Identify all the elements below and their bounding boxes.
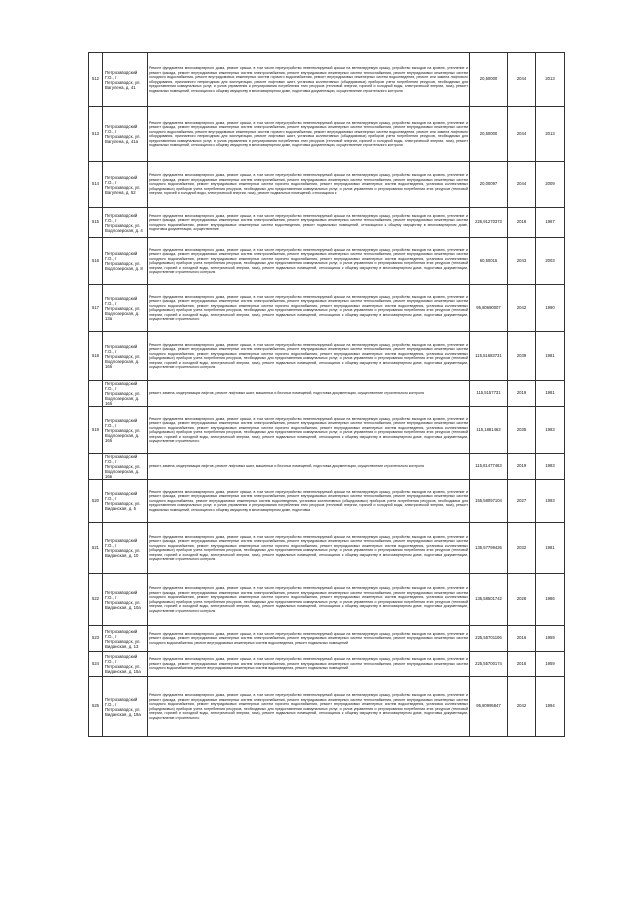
works-list-cell: Ремонт фундамента многоквартирного дома, ремонт крыши, в том числе переустройство невентилируемой крыши на вентилируемую крышу, устройство выходов на кровлю, утепление и ремонт фасада, ремонт внутридомовых инженерных систем электроснабжения, ремонт внутридомовых инженерных систем теплоснабжения, ремонт внутридомовых инженерных систем холодного водоснабжения, ремонт внутридомовых инженерных систем горячего водоснабжения, ремонт внутридомовых инженерных систем водоотведения, установка коллективных (общедомовых) приборов учета потребления ресурсов, необходимых для предоставления коммунальных услуг, и узлов управления и регулирования потребления этих ресурсов (тепловой энергии, горячей и холодной воды, электрической энергии, газа), ремонт подвальных помещений, относящихся к общему имуществу в многоквартирном доме, подготовка документации, осуществление строительного контроля	[148, 238, 470, 285]
table-row	[89, 162, 565, 208]
build-year-cell: 1959	[536, 626, 565, 652]
row-number-cell	[89, 454, 103, 480]
works-list-cell: Ремонт фундамента многоквартирного дома, ремонт крыши, в том числе переустройство невентилируемой крыши на вентилируемую крышу, устройство выходов на кровлю, утепление и ремонт фасада, ремонт внутридомовых инженерных систем электроснабжения, ремонт внутридомовых инженерных систем теплоснабжения, ремонт внутридомовых инженерных систем холодного водоснабжения, ремонт внутридомовых инженерных систем горячего водоснабжения, ремонт внутридомовых инженерных систем водоотведения, установка коллективных (общедомовых) приборов учета потребления ресурсов, необходимых для предоставления коммунальных услуг, и узлов управления и регулирования потребления этих ресурсов (тепловой энергии, горячей и холодной воды, электрической энергии, газа), ремонт подвальных помещений, относящихся к общему имуществу в многоквартирном доме, подготовка документации, осуществление строительного контроля	[148, 574, 470, 626]
address-cell: Петрозаводский Г.О., г Петрозаводск, ул. Водлозерская, д. 8	[103, 238, 148, 285]
cost-value-cell: 20,50000	[470, 53, 508, 107]
works-list-cell: Ремонт фундамента многоквартирного дома, ремонт крыши, в том числе переустройство невентилируемой крыши на вентилируемую крышу, устройство выходов на кровлю, утепление и ремонт фасада, ремонт внутридомовых инженерных систем электроснабжения, ремонт внутридомовых инженерных систем теплоснабжения, ремонт внутридомовых инженерных систем холодного водоснабжения, ремонт внутридомовых инженерных систем горячего водоснабжения, ремонт внутридомовых инженерных систем водоотведения, установка коллективных (общедомовых) приборов учета потребления ресурсов, необходимых для предоставления коммунальных услуг, и узлов управления и регулирования потребления этих ресурсов (тепловой энергии, горячей и холодной воды, электрической энергии, газа), ремонт подвальных помещений, относящихся к общему имуществу в многоквартирном доме, подготовка документации, осуществление строительного контроля	[148, 523, 470, 574]
cost-value-cell: 115,51683731	[470, 332, 508, 381]
planned-year-cell: 2044	[508, 53, 536, 107]
table-row	[89, 208, 565, 238]
row-number-cell: 519	[89, 407, 103, 454]
planned-year-cell: 2035	[508, 407, 536, 454]
works-list-cell: Ремонт фундамента многоквартирного дома, ремонт крыши, в том числе переустройство невентилируемой крыши на вентилируемую крышу, устройство выходов на кровлю, утепление и ремонт фасада, ремонт внутридомовых инженерных систем электроснабжения, ремонт внутридомовых инженерных систем теплоснабжения, ремонт внутридомовых инженерных систем холодного водоснабжения, ремонт внутридомовых инженерных систем горячего водоснабжения, ремонт внутридомовых инженерных систем водоотведения, установка коллективных (общедомовых) приборов учета потребления ресурсов, необходимых для предоставления коммунальных услуг, и узлов управления и регулирования потребления этих ресурсов (тепловой энергии, горячей и холодной воды, электрической энергии, газа), ремонт подвальных помещений, относящихся к	[148, 162, 470, 208]
build-year-cell: 2013	[536, 53, 565, 107]
build-year-cell: 1983	[536, 407, 565, 454]
table-row	[89, 626, 565, 652]
cost-value-cell: 60,50015	[470, 238, 508, 285]
address-cell: Петрозаводский Г.О., г Петрозаводск, ул. Водлозерская, д. 16б	[103, 332, 148, 381]
row-number-cell: 524	[89, 652, 103, 677]
table-body	[89, 53, 565, 737]
build-year-cell: 2003	[536, 238, 565, 285]
row-number-cell: 525	[89, 677, 103, 737]
planned-year-cell: 2018	[508, 208, 536, 238]
document-page	[88, 52, 564, 737]
works-list-cell: Ремонт фундамента многоквартирного дома, ремонт крыши, в том числе переустройство невентилируемой крыши на вентилируемую крышу, устройство выходов на кровлю, утепление и ремонт фасада, ремонт внутридомовых инженерных систем электроснабжения, ремонт внутридомовых инженерных систем теплоснабжения, ремонт внутридомовых инженерных систем холодного водоснабжения, ремонт внутридомовых инженерных систем горячего водоснабжения, ремонт внутридомовых инженерных систем водоотведения, установка коллективных (общедомовых) приборов учета потребления ресурсов, необходимых для предоставления коммунальных услуг, и узлов управления и регулирования потребления этих ресурсов (тепловой энергии, горячей и холодной воды, электрической энергии, газа), ремонт подвальных помещений, относящихся к общему имуществу в многоквартирном доме, подготовка документации, осуществление строительного	[148, 407, 470, 454]
works-list-cell: Ремонт фундамента многоквартирного дома, ремонт крыши, в том числе переустройство невентилируемой крыши на вентилируемую крышу, устройство выходов на кровлю, утепление и ремонт фасада, ремонт внутридомовых инженерных систем электроснабжения, ремонт внутридомовых инженерных систем теплоснабжения, ремонт внутридомовых инженерных систем холодного водоснабжения, ремонт внутридомовых инженерных систем горячего водоснабжения, ремонт внутридомовых инженерных систем водоотведения, установка коллективных (общедомовых) приборов учета потребления ресурсов, необходимых для предоставления коммунальных услуг, и узлов управления и регулирования потребления этих ресурсов (тепловой энергии, горячей и холодной воды, электрической энергии, газа), ремонт подвальных помещений, относящихся к общему имуществу в многоквартирном доме, подготовка документации, осуществление строительного	[148, 285, 470, 332]
address-cell: Петрозаводский Г.О., г Петрозаводск, ул. Вагулена, д. 41а	[103, 107, 148, 162]
cost-value-cell: 135,58501742	[470, 574, 508, 626]
table-row	[89, 107, 565, 162]
cost-value-cell: 95,80690007	[470, 285, 508, 332]
cost-value-cell: 115,81477463	[470, 454, 508, 480]
table-row	[89, 53, 565, 107]
build-year-cell: 2009	[536, 162, 565, 208]
address-cell: Петрозаводский Г.О., г Петрозаводск, ул. Вагулена, д. 52	[103, 162, 148, 208]
planned-year-cell: 2044	[508, 107, 536, 162]
cost-value-cell: 225,55700174	[470, 652, 508, 677]
build-year-cell: 1990	[536, 285, 565, 332]
works-list-cell: ремонт, замена, модернизация лифтов, ремонт лифтовых шахт, машинных и блочных помещений, подготовка документации, осуществление строительного контроля	[148, 454, 470, 480]
address-cell: Петрозаводский Г.О., г Петрозаводск, ул. Виданская, д. 5	[103, 480, 148, 523]
row-number-cell: 515	[89, 208, 103, 238]
planned-year-cell: 2032	[508, 523, 536, 574]
table-row	[89, 652, 565, 677]
table-row	[89, 332, 565, 381]
address-cell: Петрозаводский Г.О., г Петрозаводск, ул. Виданская, д. 15а	[103, 652, 148, 677]
row-number-cell: 516	[89, 238, 103, 285]
build-year-cell: 1981	[536, 381, 565, 407]
build-year-cell: 1983	[536, 454, 565, 480]
works-list-cell: Ремонт фундамента многоквартирного дома, ремонт крыши, в том числе переустройство невентилируемой крыши на вентилируемую крышу, устройство выходов на кровлю, утепление и ремонт фасада, ремонт внутридомовых инженерных систем электроснабжения, ремонт внутридомовых инженерных систем теплоснабжения, ремонт внутридомовых инженерных систем холодного водоснабжения, ремонт внутридомовых инженерных систем водоотведения, установка коллективных (общедомовых) приборов учета потребления ресурсов, необходимых для предоставления коммунальных услуг, и узлов управления и регулирования потребления этих ресурсов (тепловой энергии, горячей и холодной воды, электрической энергии, газа), ремонт подвальных помещений, относящихся к общему имуществу в многоквартирном доме, подготовка	[148, 480, 470, 523]
works-list-cell: Ремонт фундамента многоквартирного дома, ремонт крыши, в том числе переустройство невентилируемой крыши на вентилируемую крышу, устройство выходов на кровлю, утепление и ремонт фасада, ремонт внутридомовых инженерных систем электроснабжения, ремонт внутридомовых инженерных систем теплоснабжения, ремонт внутридомовых инженерных систем холодного водоснабжения, ремонт внутридомовых инженерных систем горячего водоснабжения, ремонт внутридомовых инженерных систем водоотведения, ремонт или замена лифтового оборудования, признанного непригодным для эксплуатации, ремонт лифтовых шахт, установка коллективных (общедомовых) приборов учета потребления ресурсов, необходимых для предоставления коммунальных услуг, и узлов управления и регулирования потребления этих ресурсов (тепловой энергии, горячей и холодной воды, электрической энергии, газа), ремонт подвальных помещений, относящихся к общему имуществу в многоквартирном доме, подготовка документации, осуществление строительного контроля	[148, 107, 470, 162]
address-cell: Петрозаводский Г.О., г Петрозаводск, ул. Водлозерская, д. 4	[103, 208, 148, 238]
build-year-cell: 1981	[536, 523, 565, 574]
table-row	[89, 480, 565, 523]
build-year-cell: 1993	[536, 480, 565, 523]
address-cell: Петрозаводский Г.О., г Петрозаводск, ул. Виданская, д. 19а	[103, 677, 148, 737]
address-cell: Петрозаводский Г.О., г Петрозаводск, ул. Водлозерская, д. 16в	[103, 454, 148, 480]
build-year-cell: 1994	[536, 677, 565, 737]
cost-value-cell: 115,5157731	[470, 381, 508, 407]
table-row	[89, 454, 565, 480]
planned-year-cell: 2016	[508, 626, 536, 652]
works-list-cell: Ремонт фундамента многоквартирного дома, ремонт крыши, в том числе переустройство невентилируемой крыши на вентилируемую крышу, устройство выходов на кровлю, утепление и ремонт фасада, ремонт внутридомовых инженерных систем электроснабжения, ремонт внутридомовых инженерных систем теплоснабжения, ремонт внутридомовых инженерных систем холодного водоснабжения, ремонт внутридомовых инженерных систем водоотведения, ремонт подвальных помещений	[148, 626, 470, 652]
table-row	[89, 285, 565, 332]
table-row	[89, 238, 565, 285]
cost-value-cell: 225,55701106	[470, 626, 508, 652]
build-year-cell: 1981	[536, 332, 565, 381]
planned-year-cell: 2043	[508, 238, 536, 285]
address-cell: Петрозаводский Г.О., г Петрозаводск, ул. Виданская, д. 13	[103, 626, 148, 652]
row-number-cell: 512	[89, 53, 103, 107]
planned-year-cell: 2016	[508, 652, 536, 677]
planned-year-cell: 2027	[508, 480, 536, 523]
cost-value-cell: 226,91270373	[470, 208, 508, 238]
address-cell: Петрозаводский Г.О., г Петрозаводск, ул. Водлозерская, д. 16б	[103, 407, 148, 454]
build-year-cell: 1986	[536, 574, 565, 626]
table-row	[89, 381, 565, 407]
planned-year-cell: 2028	[508, 574, 536, 626]
address-cell: Петрозаводский Г.О., г Петрозаводск, ул. Водлозерская, д. 13а	[103, 285, 148, 332]
address-cell: Петрозаводский Г.О., г Петрозаводск, ул. Виданская, д. 10	[103, 523, 148, 574]
row-number-cell: 521	[89, 523, 103, 574]
cost-value-cell: 20,00097	[470, 162, 508, 208]
row-number-cell: 522	[89, 574, 103, 626]
table-row	[89, 407, 565, 454]
build-year-cell: 1959	[536, 652, 565, 677]
cost-value-cell: 155,58097104	[470, 480, 508, 523]
address-cell: Петрозаводский Г.О., г Петрозаводск, ул. Водлозерская, д. 16б	[103, 381, 148, 407]
row-number-cell: 517	[89, 285, 103, 332]
address-cell: Петрозаводский Г.О., г Петрозаводск, ул. Виданская, д. 10а	[103, 574, 148, 626]
cost-value-cell: 115,1881463	[470, 407, 508, 454]
capital-repair-table	[88, 52, 565, 737]
table-row	[89, 677, 565, 737]
works-list-cell: ремонт, замена, модернизация лифтов, ремонт лифтовых шахт, машинных и блочных помещений, подготовка документации, осуществление строительного контроля	[148, 381, 470, 407]
row-number-cell: 523	[89, 626, 103, 652]
row-number-cell: 520	[89, 480, 103, 523]
table-row	[89, 523, 565, 574]
row-number-cell: 514	[89, 162, 103, 208]
row-number-cell: 513	[89, 107, 103, 162]
planned-year-cell: 2042	[508, 285, 536, 332]
planned-year-cell: 2019	[508, 454, 536, 480]
row-number-cell	[89, 381, 103, 407]
row-number-cell: 518	[89, 332, 103, 381]
cost-value-cell: 135,57799426	[470, 523, 508, 574]
works-list-cell: Ремонт фундамента многоквартирного дома, ремонт крыши, в том числе переустройство невентилируемой крыши на вентилируемую крышу, устройство выходов на кровлю, утепление и ремонт фасада, ремонт внутридомовых инженерных систем электроснабжения, ремонт внутридомовых инженерных систем теплоснабжения, ремонт внутридомовых инженерных систем холодного водоснабжения, ремонт внутридомовых инженерных систем горячего водоснабжения, ремонт внутридомовых инженерных систем водоотведения, установка коллективных (общедомовых) приборов учета потребления ресурсов, необходимых для предоставления коммунальных услуг, и узлов управления и регулирования потребления этих ресурсов (тепловой энергии, горячей и холодной воды, электрической энергии, газа), ремонт подвальных помещений, относящихся к общему имуществу в многоквартирном доме, подготовка документации, осуществление строительного контроля	[148, 332, 470, 381]
planned-year-cell: 2044	[508, 162, 536, 208]
build-year-cell: 1967	[536, 208, 565, 238]
table-row	[89, 574, 565, 626]
works-list-cell: Ремонт фундамента многоквартирного дома, ремонт крыши, в том числе переустройство невентилируемой крыши на вентилируемую крышу, устройство выходов на кровлю, утепление и ремонт фасада, ремонт внутридомовых инженерных систем электроснабжения, ремонт внутридомовых инженерных систем теплоснабжения, ремонт внутридомовых инженерных систем холодного водоснабжения, ремонт внутридомовых инженерных систем горячего водоснабжения, ремонт внутридомовых инженерных систем водоотведения, установка коллективных (общедомовых) приборов учета потребления ресурсов, необходимых для предоставления коммунальных услуг, и узлов управления и регулирования потребления этих ресурсов (тепловой энергии, горячей и холодной воды, электрической энергии, газа), ремонт подвальных помещений, относящихся к общему имуществу в многоквартирном доме, подготовка документации, осуществление строительного	[148, 677, 470, 737]
planned-year-cell: 2019	[508, 381, 536, 407]
build-year-cell: 2013	[536, 107, 565, 162]
address-cell: Петрозаводский Г.О., г Петрозаводск, ул. Вагулена, д. 41	[103, 53, 148, 107]
works-list-cell: Ремонт фундамента многоквартирного дома, ремонт крыши, в том числе переустройство невентилируемой крыши на вентилируемую крышу, устройство выходов на кровлю, утепление и ремонт фасада, ремонт внутридомовых инженерных систем электроснабжения, ремонт внутридомовых инженерных систем теплоснабжения, ремонт внутридомовых инженерных систем холодного водоснабжения, ремонт внутридомовых инженерных систем горячего водоснабжения, ремонт внутридомовых инженерных систем водоотведения, ремонт или замена лифтового оборудования, признанного непригодным для эксплуатации, ремонт лифтовых шахт, установка коллективных (общедомовых) приборов учета потребления ресурсов, необходимых для предоставления коммунальных услуг, и узлов управления и регулирования потребления этих ресурсов (тепловой энергии, горячей и холодной воды, электрической энергии, газа), ремонт подвальных помещений, относящихся к общему имуществу в многоквартирном доме, подготовка документации, осуществление строительного контроля	[148, 53, 470, 107]
cost-value-cell: 20,50000	[470, 107, 508, 162]
cost-value-cell: 95,80995847	[470, 677, 508, 737]
works-list-cell: Ремонт фундамента многоквартирного дома, ремонт крыши, в том числе переустройство невентилируемой крыши на вентилируемую крышу, устройство выходов на кровлю, утепление и ремонт фасада, ремонт внутридомовых инженерных систем электроснабжения, ремонт внутридомовых инженерных систем теплоснабжения, ремонт внутридомовых инженерных систем холодного водоснабжения, ремонт внутридомовых инженерных систем водоотведения, ремонт подвальных помещений	[148, 652, 470, 677]
planned-year-cell: 2039	[508, 332, 536, 381]
works-list-cell: Ремонт фундамента многоквартирного дома, ремонт крыши, в том числе переустройство невентилируемой крыши на вентилируемую крышу, устройство выходов на кровлю, утепление и ремонт фасада, ремонт внутридомовых инженерных систем электроснабжения, ремонт внутридомовых инженерных систем теплоснабжения, ремонт внутридомовых инженерных систем холодного водоснабжения, ремонт внутридомовых инженерных систем водоотведения, ремонт подвальных помещений, относящихся к общему имуществу в многоквартирном доме, подготовка документации, осуществление	[148, 208, 470, 238]
planned-year-cell: 2042	[508, 677, 536, 737]
